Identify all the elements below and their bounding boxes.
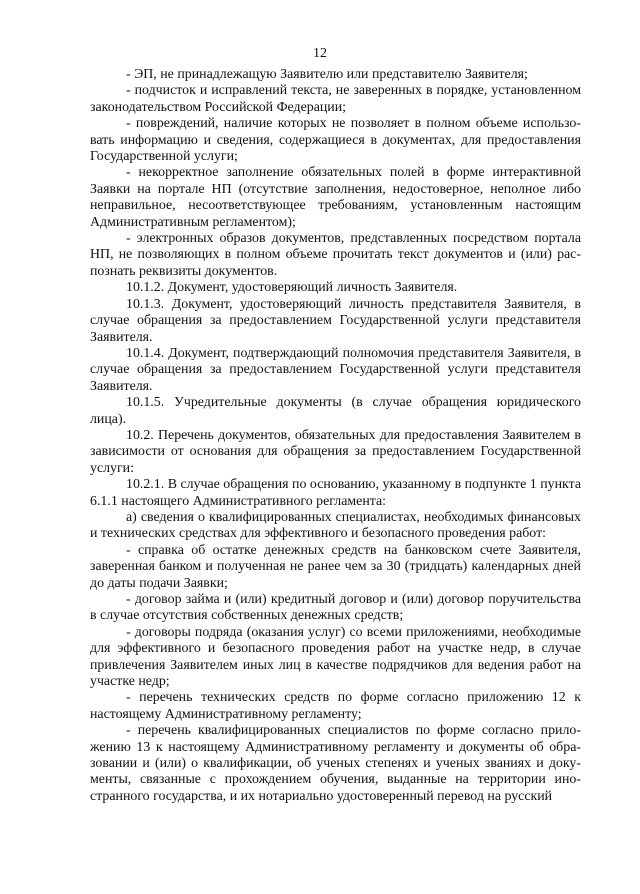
paragraph-item-a: а) сведения о квалифицированных специалистах, необходимых финансовых и технических средствах для эффективного и безопасного проведения работ: [90, 509, 581, 542]
paragraph-contracts: - договоры подряда (оказания услуг) со всеми приложениями, необходимые для эффективного и безопасного проведения работ на участке недр, в случае привлечения Заявителем иных лиц в качестве подрядчиков для ведения работ на участке недр; [90, 624, 581, 690]
paragraph-technical-means: - перечень технических средств по форме согласно приложению 12 к настоящему Административному регламенту; [90, 690, 581, 722]
paragraph-bank-statement: - справка об остатке денежных средств на банковском счете Заявителя, заверенная банком и полученная не ранее чем за 30 (тридцать) календарных дней до даты подачи Заявки; [90, 542, 581, 591]
paragraph-loan-agreement: - договор займа и (или) кредитный договор и (или) договор поручительства в случае отсутствия собственных денежных средств; [90, 592, 581, 624]
paragraph-10-1-5: 10.1.5. Учредительные документы (в случае обращения юридического лица). [90, 395, 581, 427]
paragraph-10-1-2: 10.1.2. Документ, удостоверяющий личность Заявителя. [126, 280, 458, 296]
paragraph-ep-not-owned: - ЭП, не принадлежащую Заявителю или представителю Заявителя; [126, 67, 528, 82]
paragraph-damages: - повреждений, наличие которых не позволяет в полном объеме использовать информацию и сведения, содержащиеся в документах, для предоставления Государственной услуги; [90, 116, 581, 165]
paragraph-10-2: 10.2. Перечень документов, обязательных для предоставления Заявителем в зависимости от основания для обращения за предоставлением Государственной услуги: [90, 427, 581, 476]
document-body [90, 67, 581, 805]
paragraph-10-1-3: 10.1.3. Документ, удостоверяющий личность представителя Заявителя, в случае обращения за предоставлением Государственной услуги представителя Заявителя. [90, 296, 581, 345]
paragraph-electronic-images: - электронных образов документов, представленных посредством портала НП, не позволяющих в полном объеме прочитать текст документов и (или) распознать реквизиты документов. [90, 231, 581, 279]
paragraph-10-1-4: 10.1.4. Документ, подтверждающий полномочия представителя Заявителя, в случае обращения за предоставлением Государственной услуги представителя Заявителя. [90, 345, 581, 394]
paragraph-erasures: - подчисток и исправлений текста, не заверенных в порядке, установленном законодательством Российской Федерации; [90, 83, 581, 115]
paragraph-specialists: - перечень квалифицированных специалистов по форме согласно приложению 13 к настоящему Административному регламенту и документы об образовании и (или) о квалификации, об ученых степенях и ученых званиях и документы, связанные с прохождением обучения, выданные на территории иностранного государства, и их нотариально удостоверенный перевод на русский [90, 723, 581, 804]
page-number: 12 [313, 46, 327, 61]
paragraph-incorrect-fields: - некорректное заполнение обязательных полей в форме интерактивной Заявки на портале НП (отсутствие заполнения, недостоверное, неполное либо неправильное, несоответствующее требованиям, установленным настоящим Административным регламентом); [90, 165, 581, 230]
paragraph-10-2-1: 10.2.1. В случае обращения по основанию, указанному в подпункте 1 пункта 6.1.1 настоящего Административного регламента: [90, 477, 581, 509]
